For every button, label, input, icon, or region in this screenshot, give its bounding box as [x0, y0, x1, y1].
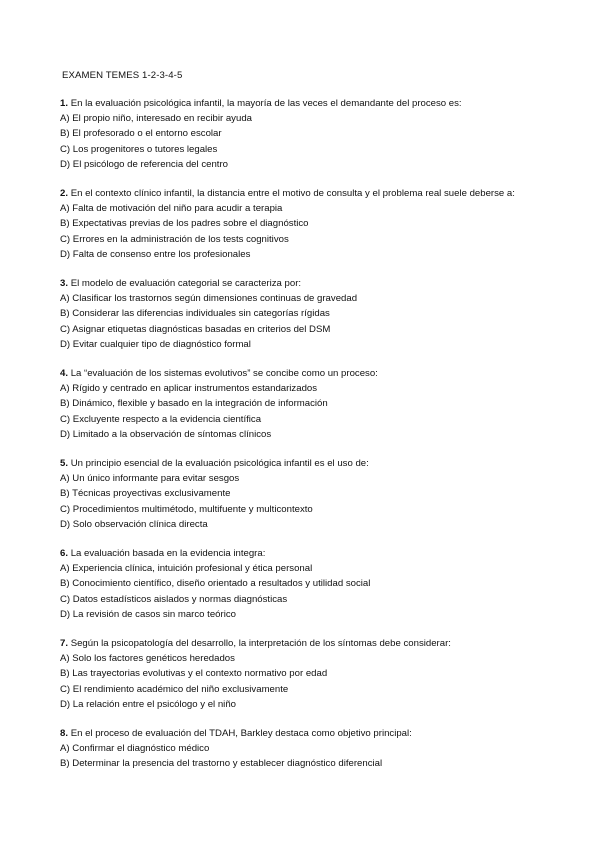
question-text: Según la psicopatología del desarrollo, la interpretación de los síntomas debe considerar:	[70, 638, 451, 649]
question-1	[60, 96, 560, 172]
option-c: C) El rendimiento académico del niño exclusivamente	[60, 683, 289, 695]
question-number: 1.	[60, 98, 69, 109]
question-stem	[60, 456, 560, 471]
option-d: D) Solo observación clínica directa	[60, 518, 208, 530]
option-a: A) Confirmar el diagnóstico médico	[60, 743, 210, 755]
option-b: B) Dinámico, flexible y basado en la integración de información	[60, 398, 328, 410]
question-text: El modelo de evaluación categorial se caracteriza por:	[70, 278, 302, 289]
option-b: B) Determinar la presencia del trastorno y establecer diagnóstico diferencial	[60, 758, 383, 770]
option-d: D) Evitar cualquier tipo de diagnóstico formal	[60, 338, 251, 350]
option-d: D) Limitado a la observación de síntomas clínicos	[60, 428, 272, 440]
option-d: D) Falta de consenso entre los profesionales	[60, 248, 251, 260]
option-d: D) La revisión de casos sin marco teórico	[60, 608, 236, 620]
question-7	[60, 636, 560, 712]
question-text: En el proceso de evaluación del TDAH, Barkley destaca como objetivo principal:	[70, 728, 412, 739]
question-8	[60, 726, 560, 772]
question-3	[60, 276, 560, 352]
question-stem	[60, 366, 560, 381]
option-a: A) Clasificar los trastornos según dimensiones continuas de gravedad	[60, 293, 358, 305]
option-a: A) El propio niño, interesado en recibir ayuda	[60, 113, 252, 125]
option-b: B) Conocimiento científico, diseño orientado a resultados y utilidad social	[60, 578, 371, 590]
question-number: 3.	[60, 278, 69, 289]
option-b: B) Las trayectorias evolutivas y el contexto normativo por edad	[60, 668, 328, 680]
option-d: D) La relación entre el psicólogo y el niño	[60, 698, 236, 710]
question-2	[60, 186, 560, 262]
question-number: 4.	[60, 368, 69, 379]
option-a: A) Falta de motivación del niño para acudir a terapia	[60, 203, 283, 215]
question-text: En la evaluación psicológica infantil, la mayoría de las veces el demandante del proceso es:	[70, 98, 462, 109]
option-b: B) El profesorado o el entorno escolar	[60, 128, 222, 140]
option-c: C) Los progenitores o tutores legales	[60, 143, 218, 155]
option-b: B) Considerar las diferencias individuales sin categorías rígidas	[60, 308, 330, 320]
question-stem	[60, 96, 560, 111]
question-number: 5.	[60, 458, 69, 469]
question-number: 2.	[60, 188, 69, 199]
question-text: Un principio esencial de la evaluación psicológica infantil es el uso de:	[70, 458, 369, 469]
option-a: A) Rígido y centrado en aplicar instrumentos estandarizados	[60, 383, 318, 395]
option-c: C) Excluyente respecto a la evidencia científica	[60, 413, 262, 425]
option-b: B) Técnicas proyectivas exclusivamente	[60, 488, 231, 500]
option-a: A) Solo los factores genéticos heredados	[60, 653, 235, 665]
option-c: C) Procedimientos multimétodo, multifuente y multicontexto	[60, 503, 313, 515]
option-a: A) Un único informante para evitar sesgos	[60, 473, 240, 485]
question-stem	[60, 186, 560, 201]
question-5	[60, 456, 560, 532]
question-stem	[60, 726, 560, 741]
option-d: D) El psicólogo de referencia del centro	[60, 158, 228, 170]
question-stem	[60, 636, 560, 651]
question-text: En el contexto clínico infantil, la distancia entre el motivo de consulta y el problema real suele deberse a:	[70, 188, 515, 199]
question-number: 6.	[60, 548, 69, 559]
question-text: La evaluación basada en la evidencia integra:	[70, 548, 266, 559]
question-number: 7.	[60, 638, 69, 649]
question-6	[60, 546, 560, 622]
option-a: A) Experiencia clínica, intuición profesional y ética personal	[60, 563, 313, 575]
option-c: C) Datos estadísticos aislados y normas diagnósticas	[60, 593, 288, 605]
question-stem	[60, 276, 560, 291]
question-text: La “evaluación de los sistemas evolutivos” se concibe como un proceso:	[70, 368, 378, 379]
question-number: 8.	[60, 728, 69, 739]
question-4	[60, 366, 560, 442]
option-c: C) Errores en la administración de los tests cognitivos	[60, 233, 289, 245]
option-c: C) Asignar etiquetas diagnósticas basadas en criterios del DSM	[60, 323, 331, 335]
option-b: B) Expectativas previas de los padres sobre el diagnóstico	[60, 218, 309, 230]
exam-title: EXAMEN TEMES 1-2-3-4-5	[62, 70, 183, 81]
question-stem	[60, 546, 560, 561]
